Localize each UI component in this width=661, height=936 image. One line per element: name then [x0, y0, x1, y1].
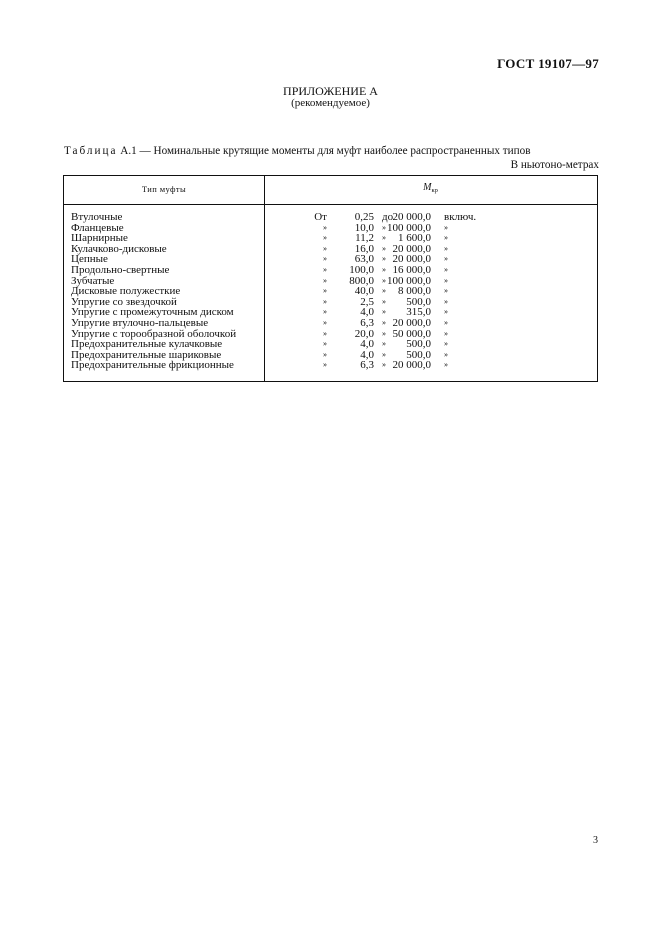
torque-table [63, 175, 598, 382]
torque-min: 100,0 [349, 264, 374, 276]
torque-min: 4,0 [360, 306, 374, 319]
range-prefix: » [323, 360, 327, 370]
range-separator: » [382, 339, 386, 349]
range-separator: » [382, 275, 386, 285]
torque-max: 50 000,0 [392, 327, 431, 340]
torque-symbol: M [423, 182, 432, 193]
range-separator: » [382, 296, 386, 306]
coupling-type: Предохранительные кулачковые [71, 338, 223, 351]
coupling-type: Шарнирные [71, 232, 128, 245]
torque-max: 500,0 [406, 295, 431, 308]
torque-min: 63,0 [354, 253, 374, 266]
coupling-type: Упругие со звездочкой [71, 295, 177, 308]
range-suffix: » [444, 328, 448, 338]
range-prefix: » [323, 318, 327, 327]
coupling-type: Зубчатые [71, 274, 115, 287]
coupling-type: Втулочные [71, 211, 123, 223]
table-row [64, 265, 599, 276]
range-prefix: » [323, 254, 327, 264]
torque-max: 20 000,0 [392, 253, 431, 266]
units-note: В ньютоно-метрах [510, 159, 599, 171]
table-row [64, 360, 599, 371]
torque-min: 6,3 [360, 359, 374, 372]
table-row [64, 318, 599, 329]
appendix-heading [0, 85, 661, 109]
range-separator: » [382, 265, 386, 274]
range-suffix: » [444, 360, 448, 370]
torque-max: 8 000,0 [398, 285, 431, 298]
appendix-title: ПРИЛОЖЕНИЕ А [283, 84, 378, 98]
torque-min: 800,0 [349, 274, 374, 287]
range-prefix: » [323, 233, 327, 243]
range-suffix: » [444, 265, 448, 274]
coupling-type: Предохранительные фрикционные [71, 359, 234, 372]
page-number: 3 [593, 835, 598, 846]
range-prefix: » [323, 328, 327, 338]
range-prefix: » [323, 265, 327, 274]
coupling-type: Дисковые полужесткие [71, 285, 181, 298]
column-header-torque [264, 182, 597, 194]
range-prefix: » [323, 296, 327, 306]
range-separator: » [382, 254, 386, 264]
range-separator: » [382, 233, 386, 243]
range-separator: » [382, 222, 386, 232]
range-suffix: » [444, 339, 448, 349]
table-caption-text: А.1 — Номинальные крутящие моменты для муфт наиболее распространенных типов [117, 145, 531, 157]
torque-max: 1 600,0 [398, 232, 431, 245]
range-prefix: » [323, 275, 327, 285]
range-suffix: » [444, 222, 448, 232]
torque-min: 20,0 [354, 327, 374, 340]
range-suffix: » [444, 307, 448, 317]
range-separator: до [382, 211, 394, 223]
torque-max: 16 000,0 [392, 264, 431, 276]
torque-max: 20 000,0 [392, 242, 431, 255]
torque-min: 4,0 [360, 338, 374, 351]
range-prefix: » [323, 286, 327, 296]
appendix-subtitle: (рекомендуемое) [291, 97, 370, 109]
torque-min: 16,0 [354, 242, 374, 255]
table-caption [64, 145, 531, 157]
coupling-type: Упругие с торообразной оболочкой [71, 327, 237, 340]
range-suffix: » [444, 296, 448, 306]
torque-min: 10,0 [354, 221, 374, 234]
range-prefix: » [323, 307, 327, 317]
range-suffix: » [444, 349, 448, 359]
range-suffix: » [444, 243, 448, 253]
table-row [64, 223, 599, 234]
coupling-type: Предохранительные шариковые [71, 348, 222, 361]
coupling-type: Упругие с промежуточным диском [71, 306, 234, 319]
range-suffix: включ. [444, 211, 477, 223]
torque-subscript: кр [431, 187, 438, 194]
coupling-type: Продольно-свертные [71, 264, 170, 276]
coupling-type: Фланцевые [71, 221, 124, 234]
range-separator: » [382, 286, 386, 296]
torque-min: 11,2 [355, 232, 374, 245]
torque-min: 4,0 [360, 348, 374, 361]
torque-min: 6,3 [360, 317, 374, 329]
range-prefix: » [323, 349, 327, 359]
torque-max: 20 000,0 [392, 211, 431, 223]
column-header-type: Тип муфты [141, 184, 187, 194]
torque-min: 0,25 [354, 211, 374, 223]
torque-max: 500,0 [406, 348, 431, 361]
torque-min: 40,0 [354, 285, 374, 298]
table-caption-label: Таблица [64, 145, 118, 157]
range-suffix: » [444, 286, 448, 296]
range-prefix: » [323, 243, 327, 253]
torque-max: 20 000,0 [392, 317, 431, 329]
torque-min: 2,5 [360, 295, 374, 308]
range-suffix: » [444, 275, 448, 285]
range-prefix: » [323, 222, 327, 232]
range-separator: » [382, 307, 386, 317]
range-separator: » [382, 360, 386, 370]
torque-max: 315,0 [406, 306, 431, 319]
coupling-type: Кулачково-дисковые [71, 242, 167, 255]
table-row [64, 212, 599, 223]
torque-max: 500,0 [406, 338, 431, 351]
range-suffix: » [444, 233, 448, 243]
document-code: ГОСТ 19107—97 [497, 56, 599, 71]
range-prefix: От [314, 211, 327, 223]
torque-max: 100 000,0 [387, 221, 431, 234]
table-row [64, 244, 599, 255]
torque-max: 100 000,0 [387, 274, 431, 287]
torque-max: 20 000,0 [392, 359, 431, 372]
range-separator: » [382, 318, 386, 327]
range-separator: » [382, 243, 386, 253]
coupling-type: Упругие втулочно-пальцевые [71, 317, 209, 329]
header-divider [64, 204, 597, 205]
range-prefix: » [323, 339, 327, 349]
coupling-type: Цепные [71, 253, 108, 266]
range-suffix: » [444, 318, 448, 327]
range-suffix: » [444, 254, 448, 264]
range-separator: » [382, 328, 386, 338]
range-separator: » [382, 349, 386, 359]
